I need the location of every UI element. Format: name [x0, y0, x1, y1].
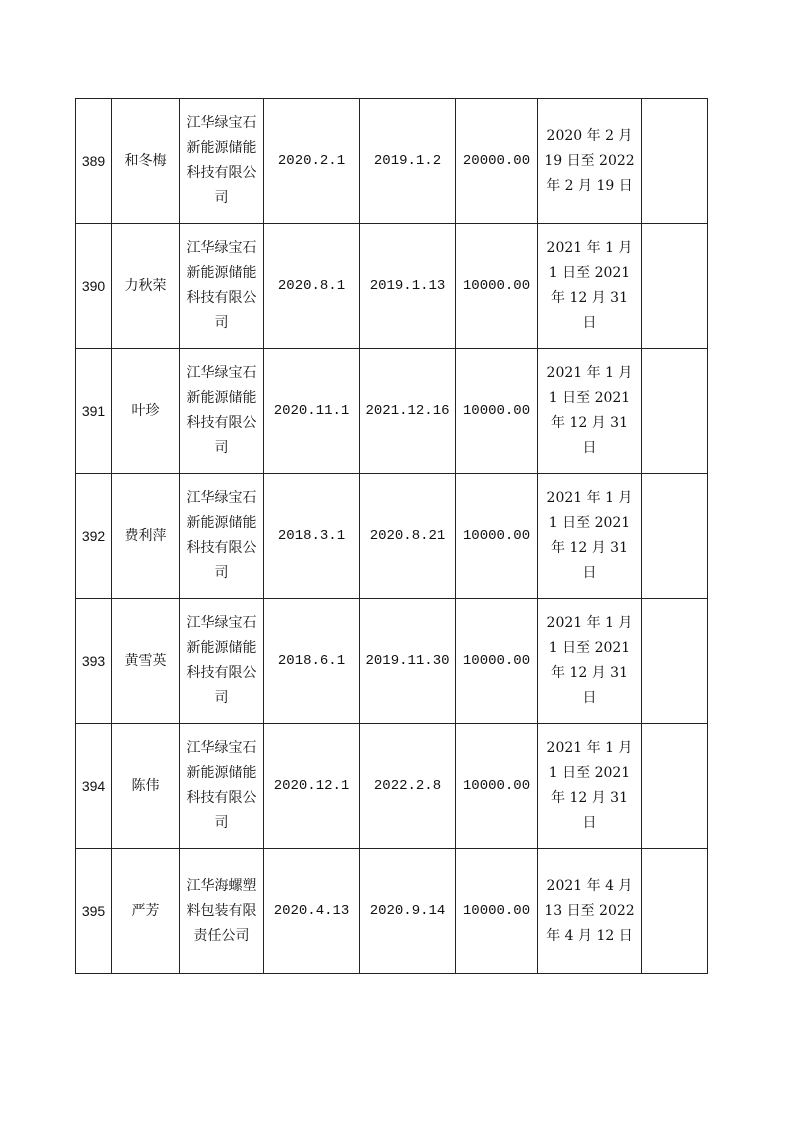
- date-cell-1: 2018.3.1: [264, 474, 360, 599]
- company-name: 江华绿宝石新能源储能科技有限公司: [186, 365, 257, 456]
- row-number: 391: [76, 349, 112, 474]
- date-cell-1: 2020.12.1: [264, 724, 360, 849]
- person-name: 陈伟: [112, 724, 180, 849]
- date-cell-2: 2020.8.21: [360, 474, 456, 599]
- amount-cell: 10000.00: [456, 724, 538, 849]
- date-cell-1: 2018.6.1: [264, 599, 360, 724]
- company-cell: [180, 849, 264, 974]
- date-cell-2: 2019.11.30: [360, 599, 456, 724]
- remark-cell: [642, 599, 708, 724]
- period-cell: [538, 849, 642, 974]
- company-name: 江华绿宝石新能源储能科技有限公司: [186, 740, 257, 831]
- amount-cell: 20000.00: [456, 99, 538, 224]
- company-name: 江华绿宝石新能源储能科技有限公司: [186, 240, 257, 331]
- person-name: 黄雪英: [112, 599, 180, 724]
- company-cell: [180, 349, 264, 474]
- row-number: 389: [76, 99, 112, 224]
- table-row: [76, 349, 708, 474]
- company-cell: [180, 224, 264, 349]
- period-text: 2020 年 2 月 19 日至 2022 年 2 月 19 日: [544, 127, 635, 194]
- company-name: 江华绿宝石新能源储能科技有限公司: [186, 115, 257, 206]
- person-name: 严芳: [112, 849, 180, 974]
- person-name: 费利萍: [112, 474, 180, 599]
- person-name: 叶珍: [112, 349, 180, 474]
- row-number: 392: [76, 474, 112, 599]
- period-cell: [538, 99, 642, 224]
- person-name: 力秋荣: [112, 224, 180, 349]
- company-name: 江华绿宝石新能源储能科技有限公司: [186, 615, 257, 706]
- table-row: [76, 99, 708, 224]
- date-cell-1: 2020.2.1: [264, 99, 360, 224]
- company-cell: [180, 99, 264, 224]
- row-number: 393: [76, 599, 112, 724]
- person-name: 和冬梅: [112, 99, 180, 224]
- company-cell: [180, 724, 264, 849]
- remark-cell: [642, 224, 708, 349]
- row-number: 390: [76, 224, 112, 349]
- remark-cell: [642, 724, 708, 849]
- company-cell: [180, 599, 264, 724]
- amount-cell: 10000.00: [456, 474, 538, 599]
- date-cell-2: 2020.9.14: [360, 849, 456, 974]
- company-name: 江华海螺塑料包装有限责任公司: [186, 877, 257, 944]
- table-row: [76, 224, 708, 349]
- date-cell-2: 2022.2.8: [360, 724, 456, 849]
- date-cell-2: 2019.1.2: [360, 99, 456, 224]
- company-name: 江华绿宝石新能源储能科技有限公司: [186, 490, 257, 581]
- period-text: 2021 年 1 月 1 日至 2021 年 12 月 31 日: [546, 615, 633, 706]
- amount-cell: 10000.00: [456, 849, 538, 974]
- period-text: 2021 年 1 月 1 日至 2021 年 12 月 31 日: [546, 490, 633, 581]
- period-text: 2021 年 4 月 13 日至 2022 年 4 月 12 日: [544, 877, 635, 944]
- row-number: 395: [76, 849, 112, 974]
- date-cell-1: 2020.11.1: [264, 349, 360, 474]
- period-cell: [538, 349, 642, 474]
- period-cell: [538, 224, 642, 349]
- date-cell-1: 2020.8.1: [264, 224, 360, 349]
- amount-cell: 10000.00: [456, 349, 538, 474]
- amount-cell: 10000.00: [456, 224, 538, 349]
- table-row: [76, 849, 708, 974]
- date-cell-2: 2021.12.16: [360, 349, 456, 474]
- amount-cell: 10000.00: [456, 599, 538, 724]
- remark-cell: [642, 474, 708, 599]
- remark-cell: [642, 349, 708, 474]
- remark-cell: [642, 99, 708, 224]
- remark-cell: [642, 849, 708, 974]
- company-cell: [180, 474, 264, 599]
- table-row: [76, 599, 708, 724]
- date-cell-2: 2019.1.13: [360, 224, 456, 349]
- date-cell-1: 2020.4.13: [264, 849, 360, 974]
- period-text: 2021 年 1 月 1 日至 2021 年 12 月 31 日: [546, 740, 633, 831]
- roster-table: [75, 98, 708, 974]
- period-cell: [538, 474, 642, 599]
- table-row: [76, 474, 708, 599]
- period-text: 2021 年 1 月 1 日至 2021 年 12 月 31 日: [546, 240, 633, 331]
- row-number: 394: [76, 724, 112, 849]
- period-text: 2021 年 1 月 1 日至 2021 年 12 月 31 日: [546, 365, 633, 456]
- period-cell: [538, 724, 642, 849]
- period-cell: [538, 599, 642, 724]
- table-row: [76, 724, 708, 849]
